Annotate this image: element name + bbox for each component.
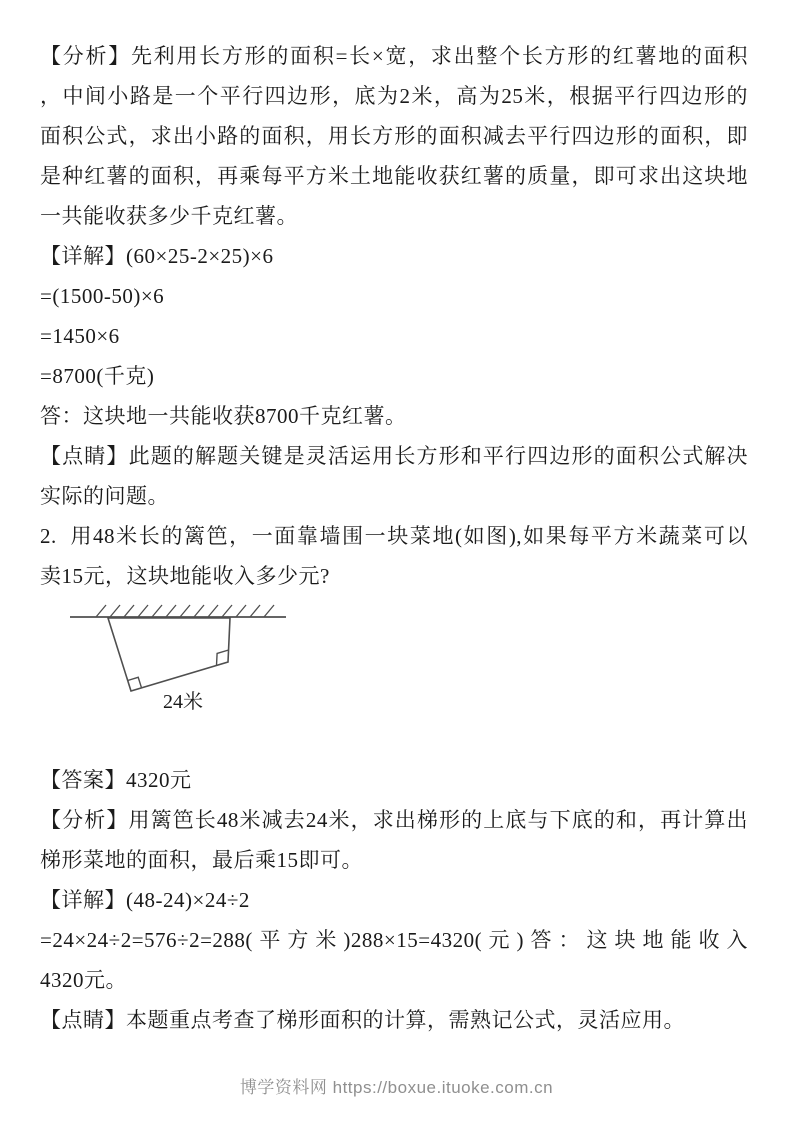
p1-highlight-line-1: 【点睛】此题的解题关键是灵活运用长方形和平行四边形的面积公式解决 [40,444,748,468]
wall-hatching [96,605,274,617]
p1-analysis-line-2: ，中间小路是一个平行四边形，底为2米，高为25米，根据平行四边形的 [40,84,748,108]
trapezoid-plot-diagram [68,600,294,718]
p1-highlight-line-2: 实际的问题。 [40,484,169,508]
p1-solution-line-1: 【详解】(60×25-2×25)×6 [40,244,274,268]
p2-analysis-line-1: 【分析】用篱笆长48米减去24米，求出梯形的上底与下底的和，再计算出 [40,808,748,832]
page-footer [0,1073,793,1098]
figure-base-label: 24米 [163,691,203,713]
p1-analysis-line-3: 面积公式，求出小路的面积，用长方形的面积减去平行四边形的面积，即 [40,124,748,148]
p2-solution-line-3: 4320元。 [40,968,127,992]
p1-solution-line-4: =8700(千克) [40,364,155,388]
trapezoid-shape [108,618,230,691]
p2-solution-line-2: =24×24÷2=576÷2=288(平方米)288×15=4320(元)答：这块地能收入 [40,928,748,952]
p2-highlight-line-1: 【点睛】本题重点考查了梯形面积的计算，需熟记公式，灵活应用。 [40,1008,685,1032]
vegetable-plot-figure [40,596,748,760]
p1-analysis-line-5: 一共能收获多少千克红薯。 [40,204,298,228]
p2-question-line-2: 卖15元，这块地能收入多少元? [40,564,330,588]
p2-solution-line-1: 【详解】(48-24)×24÷2 [40,888,250,912]
p2-analysis-line-2: 梯形菜地的面积，最后乘15即可。 [40,848,363,872]
p1-analysis-line-1: 【分析】先利用长方形的面积=长×宽，求出整个长方形的红薯地的面积 [40,44,748,68]
p1-solution-line-3: =1450×6 [40,324,120,348]
p2-answer-line: 【答案】4320元 [40,768,192,792]
p1-solution-answer-line: 答：这块地一共能收获8700千克红薯。 [40,404,407,428]
p2-question-line-1: 2. 用48米长的篱笆，一面靠墙围一块菜地(如图),如果每平方米蔬菜可以 [40,524,748,548]
p1-analysis-line-4: 是种红薯的面积，再乘每平方米土地能收获红薯的质量，即可求出这块地 [40,164,748,188]
p1-solution-line-2: =(1500-50)×6 [40,284,165,308]
watermark-text: 博学资料网 https://boxue.ituoke.com.cn [239,1078,554,1097]
